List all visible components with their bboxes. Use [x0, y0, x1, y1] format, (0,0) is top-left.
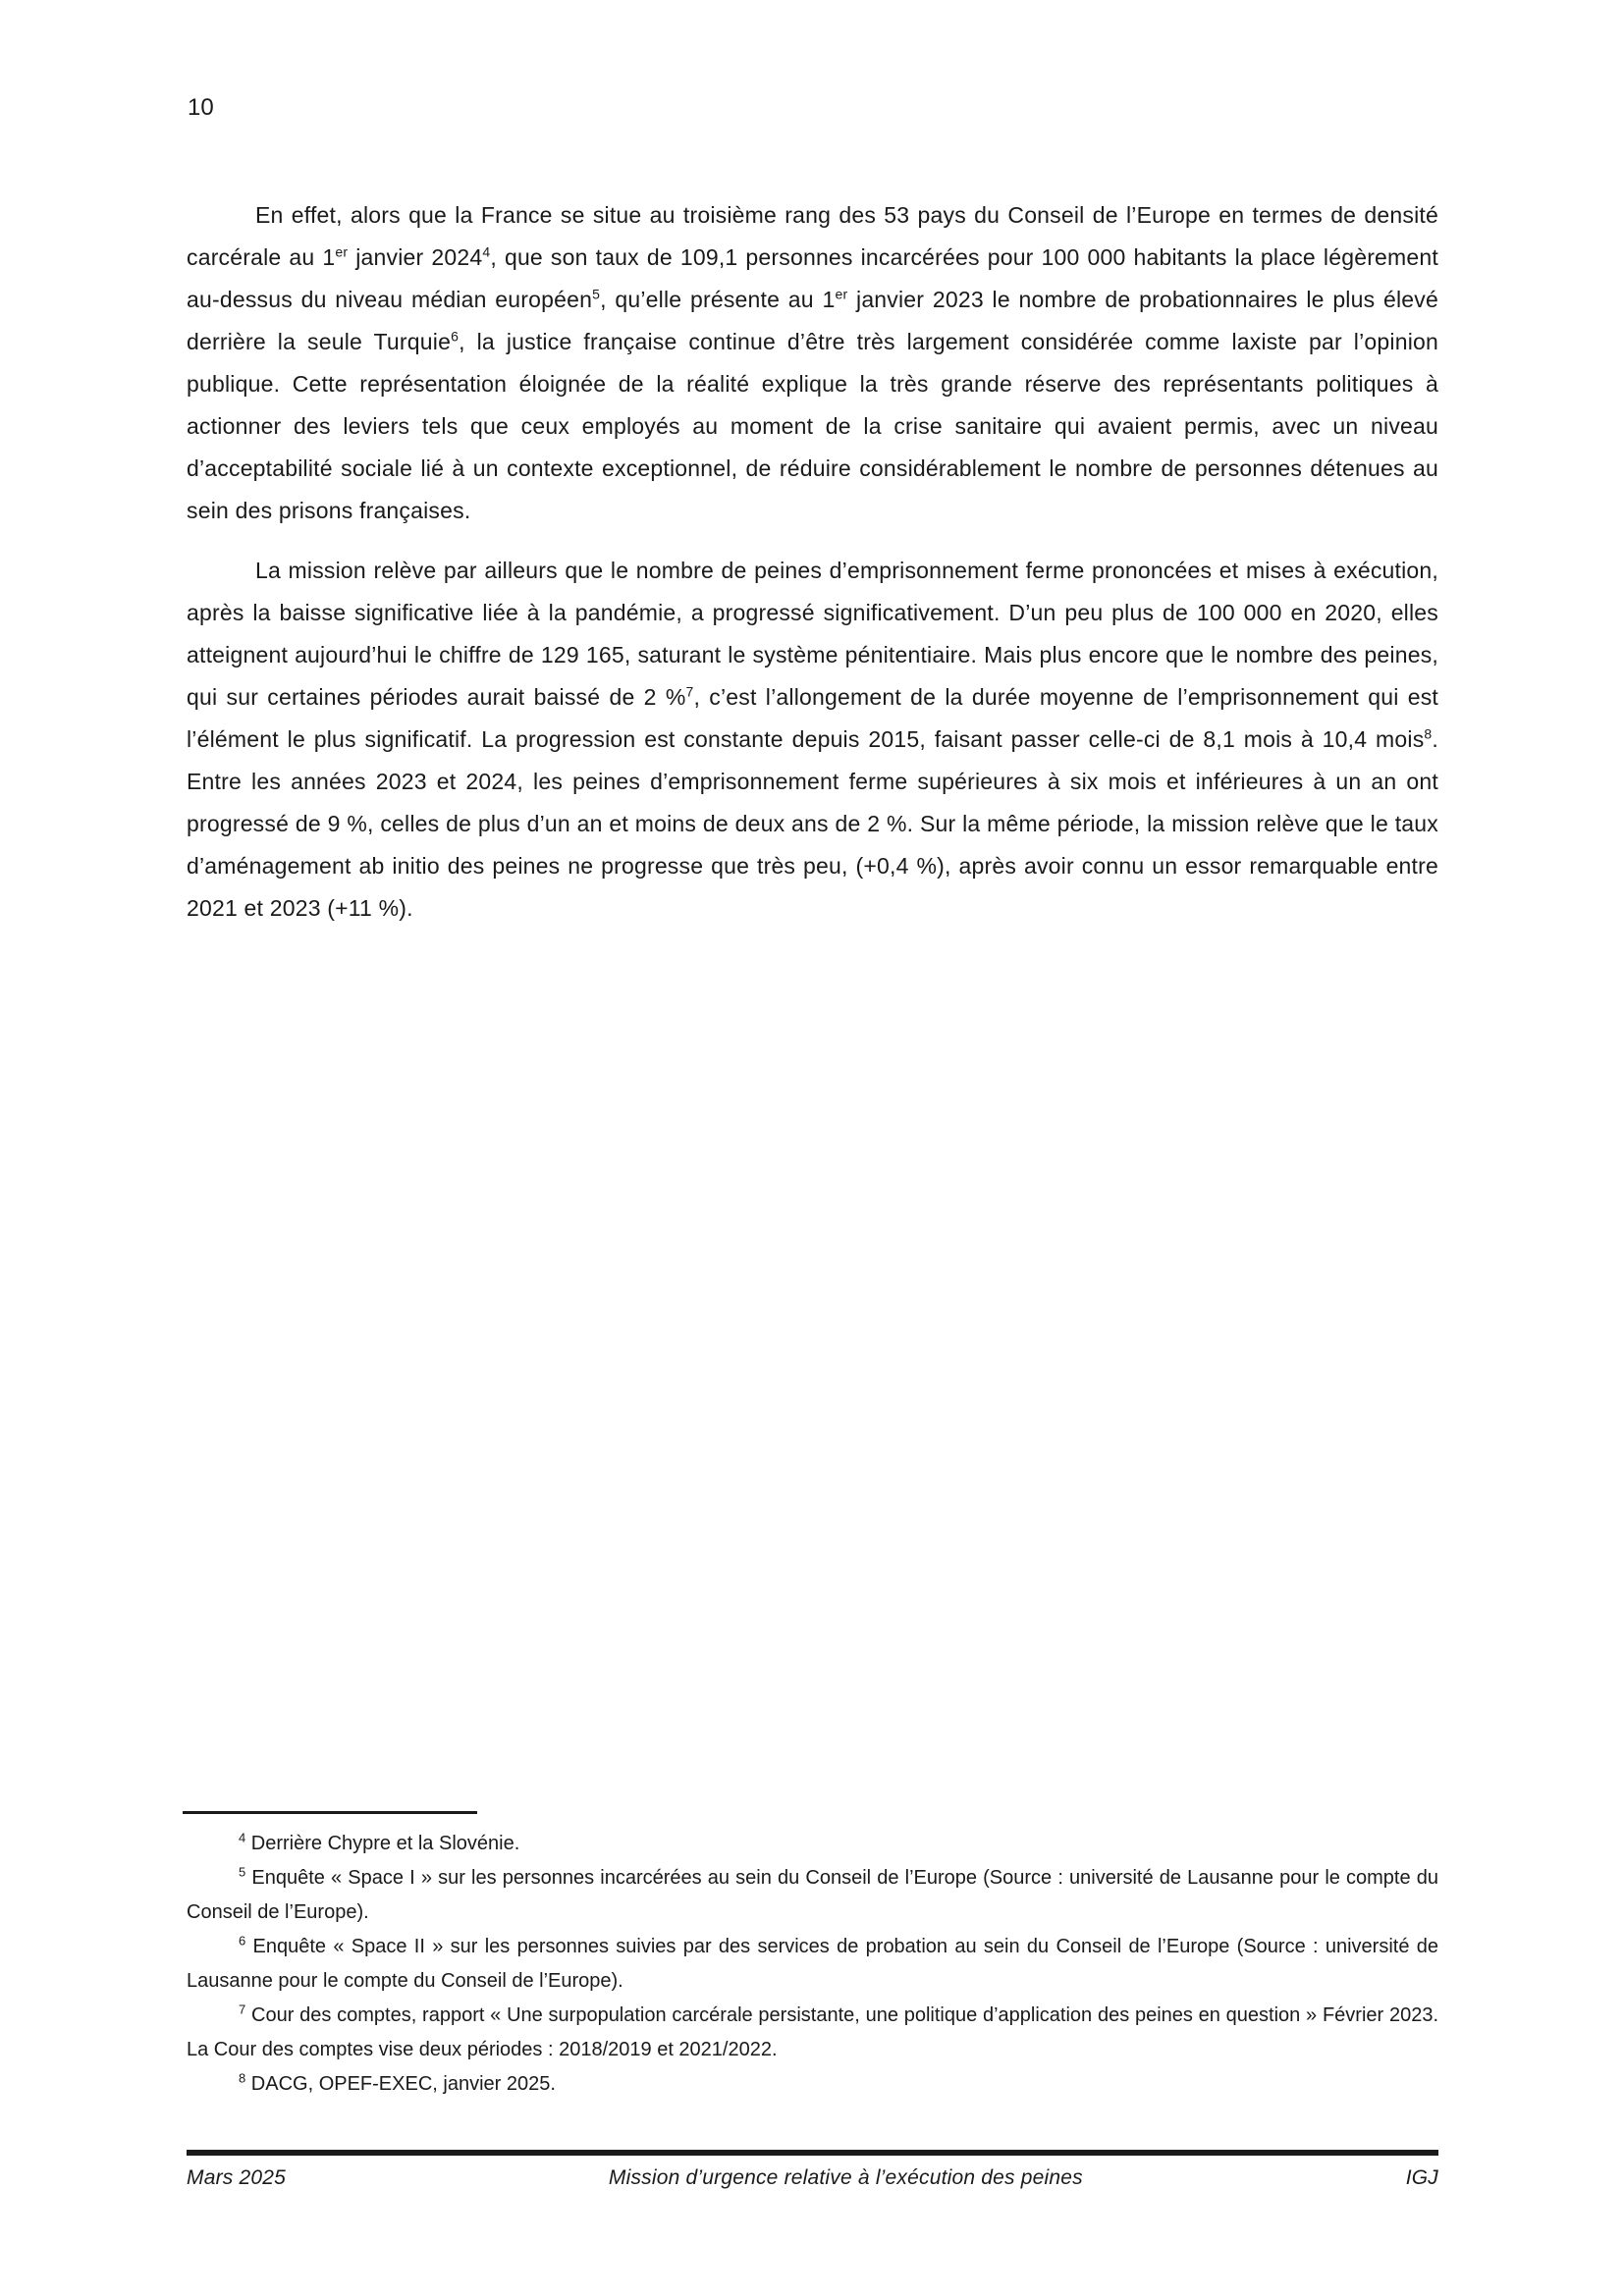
- footnote-text: Enquête « Space II » sur les personnes suivies par des services de probation au sein du Conseil de l’Europe (Source : université de Lausanne pour le compte du Conseil de l’Europe).: [187, 1936, 1438, 1992]
- footnote-text: Derrière Chypre et la Slovénie.: [245, 1833, 520, 1854]
- footnote-marker-4: 4: [239, 1830, 246, 1845]
- footnotes-section: [187, 1827, 1438, 2102]
- body-text: [187, 194, 1438, 930]
- page-number: 10: [188, 94, 214, 121]
- ordinal-superscript: er: [335, 243, 349, 260]
- footer-rule: [187, 2150, 1438, 2156]
- paragraph-text-run: . Entre les années 2023 et 2024, les peines d’emprisonnement ferme supérieures à six mois et inférieures à un an ont progressé de 9 %, celles de plus d’un an et moins de deux ans de 2 %. Sur la même période, la mission relève que le taux d’aménagement ab initio des peines ne progresse que très peu, (+0,4 %), après avoir connu un essor remarquable entre 2021 et 2023 (+11 %).: [187, 726, 1438, 921]
- footnote-text: Cour des comptes, rapport « Une surpopulation carcérale persistante, une politique d’application des peines en question » Février 2023. La Cour des comptes vise deux périodes : 2018/2019 et 2021/2022.: [187, 2004, 1438, 2060]
- footnote-reference-8: 8: [1424, 725, 1433, 742]
- footnote-separator-rule: [183, 1811, 477, 1814]
- footnote-text: DACG, OPEF-EXEC, janvier 2025.: [245, 2073, 556, 2095]
- footnote-reference-6: 6: [451, 328, 460, 345]
- footnote-6: [187, 1930, 1438, 1999]
- footnote-8: [187, 2067, 1438, 2102]
- paragraph-2: [187, 550, 1438, 930]
- footer-org: IGJ: [1405, 2166, 1438, 2189]
- footnote-marker-8: 8: [239, 2070, 246, 2086]
- paragraph-text-run: janvier 2023 le nombre de probationnaires le plus élevé derrière la seule Turquie: [187, 287, 1438, 354]
- footer-date: Mars 2025: [187, 2166, 287, 2189]
- footnote-marker-6: 6: [239, 1933, 246, 1949]
- paragraph-text-run: , c’est l’allongement de la durée moyenne de l’emprisonnement qui est l’élément le plus significatif. La progression est constante depuis 2015, faisant passer celle-ci de 8,1 mois à 10,4 mois: [187, 684, 1438, 752]
- page-footer: [187, 2166, 1438, 2190]
- footnote-7: [187, 1999, 1438, 2067]
- paragraph-1: [187, 194, 1438, 532]
- footer-title: Mission d’urgence relative à l’exécution des peines: [608, 2166, 1083, 2189]
- footnote-reference-5: 5: [592, 286, 601, 302]
- paragraph-text-run: , qu’elle présente au 1: [600, 287, 836, 312]
- ordinal-superscript: er: [835, 286, 848, 302]
- paragraph-text-run: En effet, alors que la France se situe au troisième rang des 53 pays du Conseil de l’Europe en termes de densité carcérale au 1: [187, 202, 1438, 270]
- paragraph-text-run: , que son taux de 109,1 personnes incarcérées pour 100 000 habitants la place légèrement au-dessus du niveau médian européen: [187, 244, 1438, 312]
- footnote-reference-7: 7: [685, 683, 694, 700]
- footnote-4: [187, 1827, 1438, 1861]
- paragraph-text-run: janvier 2024: [348, 244, 483, 270]
- footnote-5: [187, 1861, 1438, 1930]
- footnote-text: Enquête « Space I » sur les personnes incarcérées au sein du Conseil de l’Europe (Source : université de Lausanne pour le compte du Conseil de l’Europe).: [187, 1867, 1438, 1923]
- paragraph-text-run: , la justice française continue d’être très largement considérée comme laxiste par l’opinion publique. Cette représentation éloignée de la réalité explique la très grande réserve des représentants politiques à actionner des leviers tels que ceux employés au moment de la crise sanitaire qui avaient permis, avec un niveau d’acceptabilité sociale lié à un contexte exceptionnel, de réduire considérablement le nombre de personnes détenues au sein des prisons françaises.: [187, 329, 1438, 523]
- footnote-marker-7: 7: [239, 2002, 246, 2017]
- footnote-marker-5: 5: [239, 1864, 246, 1880]
- paragraph-text-run: La mission relève par ailleurs que le nombre de peines d’emprisonnement ferme prononcées et mises à exécution, après la baisse significative liée à la pandémie, a progressé significativement. D’un peu plus de 100 000 en 2020, elles atteignent aujourd’hui le chiffre de 129 165, saturant le système pénitentiaire. Mais plus encore que le nombre des peines, qui sur certaines périodes aurait baissé de 2 %: [187, 558, 1438, 710]
- footnote-reference-4: 4: [482, 243, 491, 260]
